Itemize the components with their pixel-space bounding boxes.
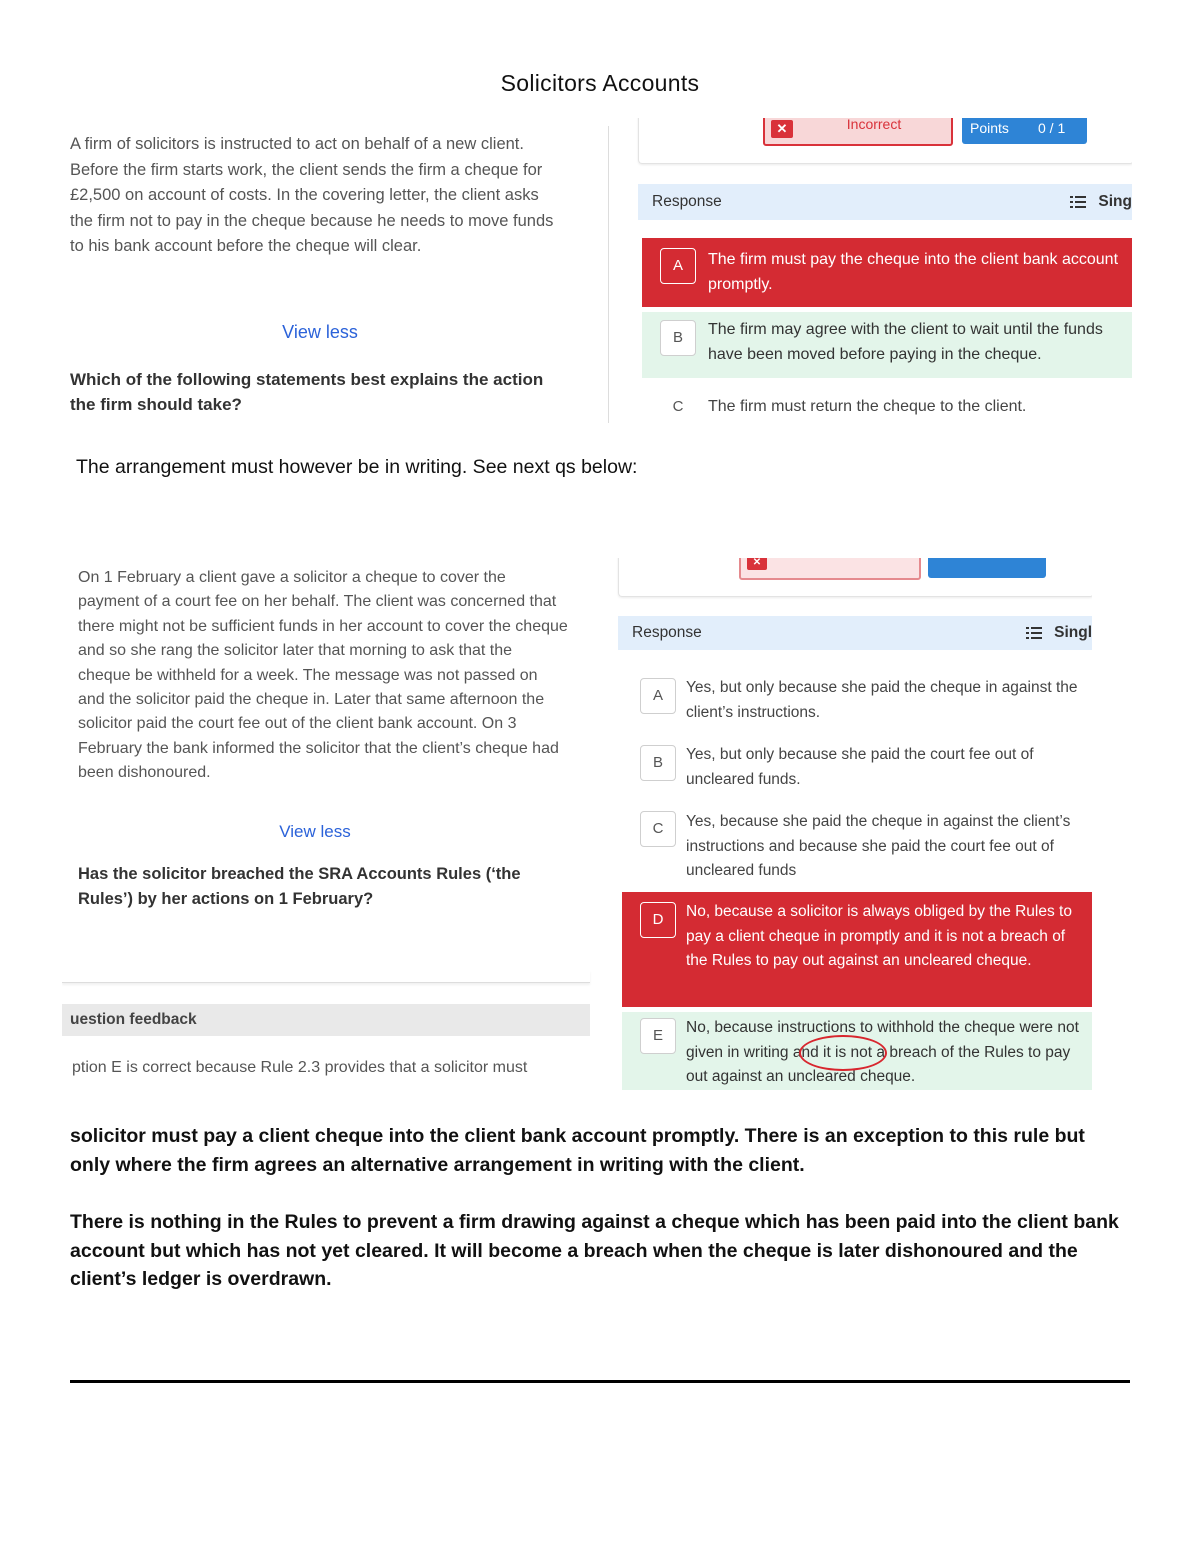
status-label: Incorrect (846, 118, 902, 132)
option-letter: A (640, 678, 676, 714)
option-text: No, because instructions to withhold the cheque were not given in writing and it is not a breach of the Rules to pay out against an uncleared cheque. (686, 1019, 1079, 1085)
option-letter: B (640, 745, 676, 781)
option-text: No, because a solicitor is always obliged by the Rules to pay a client cheque in promptly and it is not a breach of the Rules to pay out against an uncleared cheque. (686, 903, 1072, 969)
view-less-link[interactable]: View less (279, 822, 351, 841)
answer-option-a[interactable] (622, 672, 1092, 730)
incorrect-status-badge (763, 118, 953, 146)
note-arrangement-in-writing: The arrangement must however be in writing. See next qs below: (76, 456, 638, 478)
close-icon: ✕ (771, 120, 793, 138)
option-text: Yes, but only because she paid the cheque in against the client’s instructions. (686, 679, 1078, 721)
question-1-scenario: A firm of solicitors is instructed to act on behalf of a new client. Before the firm starts work, the client sends the firm a cheque for £2,500 on account of costs. In the covering letter, the client asks the firm not to pay in the cheque because he needs to move funds to his bank account before the cheque will clear. (70, 135, 554, 255)
answer-mode-label: Sing (1098, 193, 1132, 210)
answer-option-a[interactable] (642, 238, 1132, 307)
question-feedback-header: uestion feedback (62, 1004, 590, 1036)
question-2-scenario: On 1 February a client gave a solicitor a cheque to cover the payment of a court fee on her behalf. The client was concerned that there might not be sufficient funds in her account to cover the cheque and so she rang the solicitor later that morning to ask that the cheque be withheld for a week. The message was not passed on and the solicitor paid the cheque in. Later that same afternoon the solicitor paid the court fee out of the client bank account. On 3 February the bank informed the solicitor that the client’s cheque had been dishonoured. (78, 569, 568, 782)
option-letter: E (640, 1018, 676, 1054)
column-divider (608, 126, 609, 423)
response-label: Response (652, 193, 722, 210)
note-rule-explanation: solicitor must pay a client cheque into the client bank account promptly. There is an exception to this rule but only where the firm agrees an alternative arrangement in writing with the client. (70, 1125, 1085, 1176)
note-uncleared-cheque: There is nothing in the Rules to prevent a firm drawing against a cheque which has been paid into the client bank account but which has not yet cleared. It will become a breach when the cheque is later dishonoured and the client’s ledger is overdrawn. (70, 1211, 1119, 1290)
option-letter: C (660, 389, 696, 423)
option-text: Yes, because she paid the cheque in against the client’s instructions and because she paid the court fee out of uncleared funds (686, 813, 1071, 879)
option-text: The firm may agree with the client to wait until the funds have been moved before paying in the cheque. (708, 321, 1103, 363)
points-badge (962, 118, 1087, 144)
response-header (638, 184, 1132, 220)
option-letter: B (660, 320, 696, 356)
response-header (618, 616, 1092, 650)
answer-option-b[interactable] (622, 739, 1092, 797)
points-badge (928, 558, 1046, 578)
list-icon (1070, 196, 1086, 208)
option-letter: C (640, 811, 676, 847)
view-less-link[interactable]: View less (282, 322, 358, 342)
page-title: Solicitors Accounts (500, 70, 700, 96)
option-text: The firm must pay the cheque into the client bank account promptly. (708, 251, 1119, 293)
points-value: 0 / 1 (1038, 120, 1066, 136)
points-label: Points (970, 120, 1009, 136)
answer-option-c[interactable] (622, 807, 1092, 887)
question-card-bottom (62, 970, 590, 983)
question-2-screenshot (62, 558, 1092, 1090)
option-letter: A (660, 248, 696, 284)
horizontal-rule (70, 1380, 1130, 1383)
answer-option-b[interactable] (642, 312, 1132, 378)
in-writing-circle-annotation (799, 1035, 887, 1071)
question-2-prompt: Has the solicitor breached the SRA Accounts Rules (‘the Rules’) by her actions on 1 February? (78, 865, 521, 908)
question-1-screenshot (60, 118, 1132, 423)
answer-mode-label: Singl (1054, 624, 1092, 641)
answer-option-c[interactable] (642, 384, 1132, 423)
list-icon (1026, 627, 1042, 639)
question-1-prompt: Which of the following statements best explains the action the firm should take? (70, 370, 544, 414)
incorrect-status-badge (739, 558, 921, 580)
option-letter: D (640, 902, 676, 938)
option-text: Yes, but only because she paid the court fee out of uncleared funds. (686, 746, 1034, 788)
question-feedback-text: ption E is correct because Rule 2.3 provides that a solicitor must (72, 1059, 528, 1076)
option-text: The firm must return the cheque to the client. (708, 398, 1027, 415)
response-label: Response (632, 624, 702, 641)
close-icon: ✕ (747, 558, 767, 570)
answer-option-d[interactable] (622, 892, 1092, 1007)
